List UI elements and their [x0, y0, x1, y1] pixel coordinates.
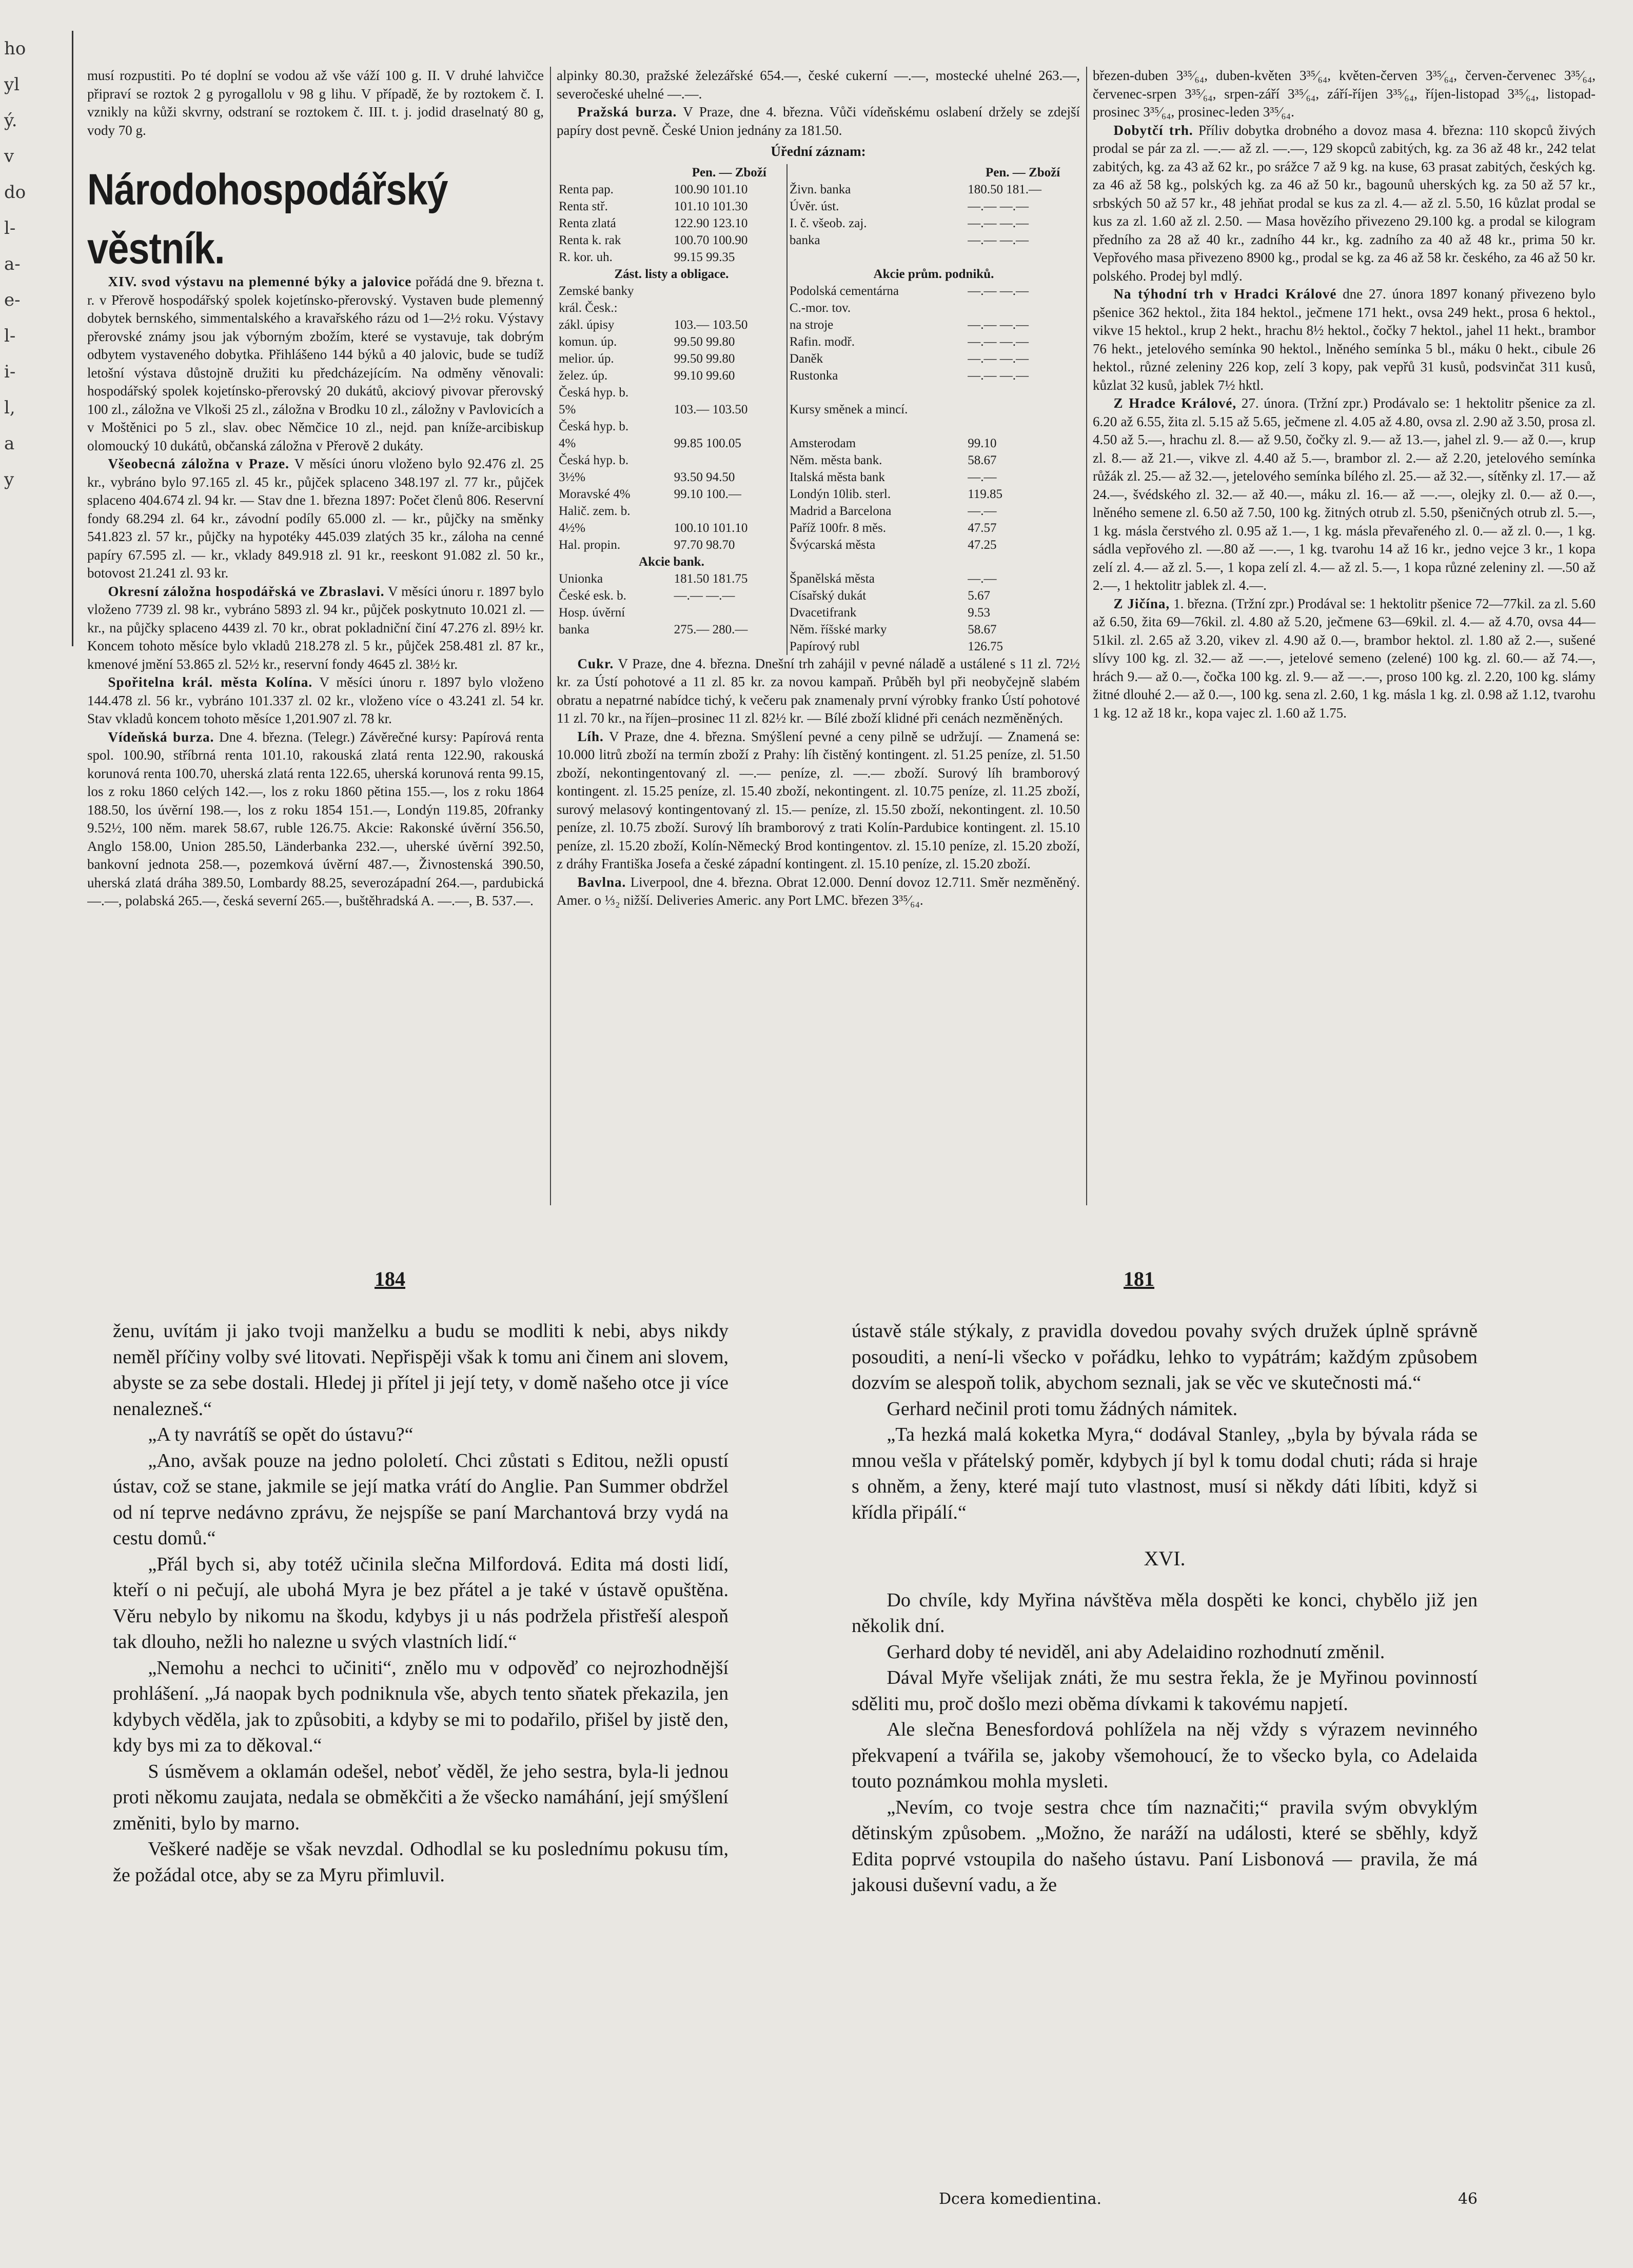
row-label: želez. úp. — [559, 368, 608, 383]
row-value: —.— —.— — [968, 317, 1029, 332]
table-row — [557, 435, 1080, 452]
row-value — [672, 638, 787, 655]
table-row — [557, 249, 1080, 266]
novel-paragraph: „Ano, avšak pouze na jedno pololetí. Chci zůstati s Editou, nežli opustí ústav, což se stane, jakmile se její matka vrátí do Anglie. Pan Summer obdržel od ní teprve nedávno zprávu, že nejspíše se paní Marchantová brzy vydá na cestu domů.“ — [113, 1449, 729, 1549]
row-value: 93.50 94.50 — [674, 470, 735, 484]
table-row — [557, 638, 1080, 655]
table-subheader-row — [557, 553, 1080, 570]
article-body: 27. února. (Tržní zpr.) Prodávalo se: 1 hektolitr pšenice za zl. 6.20 až 6.55, žita zl. 5.15 až 5.65, ječmene zl. 4.05 až 4.80, ovsa zl. 2.90 až 3.50, prosa zl. 4.50 až 5.—, hrachu zl. 8.— až 9.50, čočky zl. 9.— až 13.—, jahel zl. 9.— až 0.—, krup zl. 8.— až 21.—, vikve zl. 4.40 až 5.—, brambor zl. 2.— až 2.20, jetelového semínka růžák zl. 25.— až 32.—, jetelového semínka bílého zl. 25.— až 32.—, sítěnky zl. 17.— až 24.—, švédského zl. 32.— až 40.—, máku zl. 16.— až —.—, olejky zl. 0.— až 0.—, lněného semene zl. 6.50 až 7.50, 100 kg. žitných otrub zl. 5.50, pšeničných otrub zl. 5.—, 1 kg. másla čerstvého zl. 0.95 až 1.—, 1 kg. másla převařeného zl. 0.— až zl. 0.—, 1 kg. sádla vepřového zl. —.80 až —.—, 1 kg. tvarohu 14 až 16 kr., jedno vejce 3 kr., 1 kopa zelí zl. 4.— až zl. 5.—, 1 kopa zelí zl. 4.— až zl. 5.—, 1 kopa různé zeleniny zl. —.50 až 2.—, 1 hektolitr jablek zl. 4.—. — [1093, 395, 1596, 593]
subheading: Zást. listy a obligace. — [614, 267, 729, 281]
subheading: Akcie prům. podniků. — [787, 266, 1080, 283]
column-divider — [1086, 67, 1087, 1205]
row-value — [966, 249, 1080, 266]
margin-fragment: ho — [4, 38, 26, 59]
table-row — [557, 520, 1080, 536]
novel-paragraph: Gerhard nečinil proti tomu žádných námitek. — [887, 1398, 1238, 1420]
row-value — [672, 283, 787, 300]
row-value: —.— — [968, 470, 997, 484]
row-label: Zemské banky — [559, 284, 634, 298]
novel-paragraph: „Přál bych si, aby totéž učinila slečna Milfordová. Edita má dosti lidí, kteří o ni pečují, ale ubohá Myra je bez přátel a je také v ústavě opuštěna. Věru nebylo by nikomu na škodu, kdybys ji u nás podržela přistřeší alespoň tak dlouho, nežli ho nalezne u svých vlastních lidí.“ — [113, 1553, 729, 1653]
row-label: Londýn 10lib. sterl. — [787, 486, 966, 503]
novel-page-right — [852, 1318, 1478, 1898]
article-body: Dne 4. března. (Telegr.) Závěrečné kursy: Papírová renta spol. 100.90, stříbrná renta 101.10, rakouská zlatá renta 122.90, rakouská korunová renta 100.70, uherská zlatá renta 122.65, uherská korunová renta 99.15, los z roku 1860 celých 142.—, los z roku 1860 pětina 155.—, los z roku 1864 188.50, los úvěrní 198.—, los z roku 1854 151.—, Londýn 119.85, 20franky 9.52½, 100 něm. marek 58.67, ruble 126.75. Akcie: Rakonské úvěrní 356.50, Anglo 158.00, Union 285.50, Länderbanka 232.—, uherské úvěrní 392.50, bankovní jednota 258.—, pozemková úvěrní 487.—, Živnostenská 390.50, uherská zlatá dráha 389.50, Lombardy 88.25, severozápadní 264.—, pardubická —.—, polabská 265.—, česká severní 265.—, buštěhradská A. —.—, B. 537.—. — [87, 729, 544, 908]
table-row — [557, 401, 1080, 418]
row-label: Něm. říšské marky — [787, 621, 966, 638]
row-label: Renta stř. — [559, 199, 608, 213]
row-value: —.— —.— — [968, 368, 1029, 383]
margin-fragment: l, — [4, 397, 15, 418]
article-body: V měsíci únoru r. 1897 bylo vloženo 144.478 zl. 56 kr., vybráno 101.337 zl. 02 kr., vloženo více o 43.241 zl. 54 kr. Stav vkladů koncem tohoto měsíce 1,201.907 zl. 78 kr. — [87, 674, 544, 726]
row-value — [672, 418, 787, 435]
row-value: 180.50 181.— — [968, 182, 1041, 196]
margin-fragment: a — [4, 433, 15, 454]
column-2 — [557, 67, 1080, 1221]
article-heading: Bavlna. — [577, 874, 626, 890]
table-row — [557, 587, 1080, 604]
row-value: 47.25 — [968, 538, 997, 552]
row-value: 5.67 — [968, 588, 990, 603]
article-heading: Z Hradce Králové, — [1113, 395, 1237, 411]
row-label — [787, 384, 966, 401]
margin-fragment: v — [4, 146, 14, 167]
table-row — [557, 232, 1080, 249]
row-value: —.— —.— — [968, 233, 1029, 247]
article-heading: XIV. svod výstavu na plemenné býky a jalovice — [108, 274, 412, 289]
row-label — [557, 638, 672, 655]
row-value — [966, 300, 1080, 316]
article-heading: Vídeňská burza. — [108, 729, 214, 745]
article-heading: Na týhodní trh v Hradci Králové — [1113, 286, 1337, 302]
column-divider — [550, 67, 551, 1205]
table-row — [557, 300, 1080, 316]
article — [87, 583, 544, 674]
margin-fragment: do — [4, 182, 26, 203]
row-value: 99.85 100.05 — [674, 436, 741, 450]
article — [87, 673, 544, 728]
intro-text: alpinky 80.30, pražské železářské 654.—, české cukerní —.—, mostecké uhelné 263.—, severočeské uhelné —.—. — [557, 68, 1080, 102]
row-value: 97.70 98.70 — [674, 538, 735, 552]
margin-fragment: y — [4, 469, 14, 490]
row-value: 99.10 99.60 — [674, 368, 735, 383]
row-value: 58.67 — [968, 622, 997, 636]
table-row — [557, 384, 1080, 401]
article — [557, 655, 1080, 728]
row-label: na stroje — [787, 316, 966, 333]
row-label: I. č. všeob. zaj. — [787, 215, 966, 232]
row-value: 99.10 100.— — [674, 487, 741, 501]
article-body: V Praze, dne 4. března. Smýšlení pevné a ceny pilně se udržují. — Znamená se: 10.000 litrů zboží na termín zboží z Prahy: líh čistěný kontingent. zl. 51.25 peníze, zl. 51.50 zboží, nekontingentovaný zl. —.— peníze, zl. —.— zboží. Surový líh bramborový kontingent. zl. 15.25 peníze, zl. 15.40 zboží, nekontingent. zl. 10.75 peníze, zl. 11.25 zboží, surový melasový kontingentovaný zl. 15.— peníze, zl. 15.50 zboží, nekontingent. zl. 10.50 peníze, zl. 10.75 zboží. Surový líh bramborový z trati Kolín-Pardubice kontingent. zl. 15.10 peníze, zl. 15.20 zboží, Kolín-Německý Brod kontingentov. zl. 15.10 peníze, zl. 15.20 zboží, z dráhy Františka Josefa a české západní kontingent. zl. 15.10 peníze, zl. 15.20 zboží. — [557, 728, 1080, 871]
table-row — [557, 536, 1080, 553]
row-value: —.— —.— — [968, 284, 1029, 298]
article-heading: Pražská burza. — [577, 104, 677, 120]
novel-paragraph: „Nevím, co tvoje sestra chce tím naznačiti;“ pravila svým obvyklým dětinským způsobem. „Možno, že naráží na události, které se sběhly, když Edita poprvé vstoupila do našeho ústavu. Paní Lisbonová — pravila, že má jakousi duševní vadu, a že — [852, 1796, 1478, 1896]
article-body: Příliv dobytka drobného a dovoz masa 4. března: 110 skopců živých prodal se pár za zl. —.— až zl. —.—, 129 skopců zabitých, kg. za 36 až 48 kr., 242 telat zabitých, kg. za 43 až 62 kr., po srážce 7 až 9 kg. na kuse, 63 prasat zabitých, českých kg. za 46 až 58 kg., polských kg. za 46 až 50 kr., bagounů uherských kg. za 50 až 57 kr., srbských 50 až 57 kr., 48 jehňat prodal se kus za zl. 4.— až zl. 5.50, 16 kůzlat prodal se kus za zl. 1.60 až zl. 2.50. — Masa hovězího přivezeno 29.100 kg. a prodal se kilogram předního za 28 až 40 kr., zadního 44 kr., kg. zadního za 40 až 48 kr., prima 50 kr. Vepřového masa přivezeno 8900 kg., prodal se kg. za 46 až 58 kr. českého, za 46 až 50 kr. polského. Prodej byl mdlý. — [1093, 122, 1596, 284]
table-row — [557, 469, 1080, 486]
row-value: 103.— 103.50 — [674, 402, 748, 416]
newspaper-columns — [87, 67, 1596, 1221]
row-label: Něm. města bank. — [787, 452, 966, 469]
quotes-table — [557, 164, 1080, 655]
row-label: Papírový rubl — [787, 638, 966, 655]
row-label: Španělská města — [787, 570, 966, 587]
article-heading: Všeobecná záložna v Praze. — [108, 456, 289, 471]
intro-text: musí rozpustiti. Po té doplní se vodou až vše váží 100 g. II. V druhé lahvičce připraví se roztok 2 g pyrogallolu v 98 g lihu. V případě, že by roztokem č. I. vznikly na kůži skvrny, odstraní se roztokem č. III. t. j. jodid draselnatý 80 g, vody 70 g. — [87, 68, 544, 138]
article-heading: Z Jičína, — [1113, 595, 1170, 611]
novel-paragraph: Veškeré naděje se však nevzdal. Odhodlal se ku poslednímu pokusu tím, že požádal otce, aby se za Myru přimluvil. — [113, 1838, 729, 1886]
row-value: 99.50 99.80 — [674, 334, 735, 349]
row-value: 103.— 103.50 — [674, 317, 748, 332]
footer-sheet-number: 46 — [1458, 2190, 1478, 2208]
row-label: Amsterodam — [787, 435, 966, 452]
table-row — [557, 215, 1080, 232]
row-label: Švýcarská města — [787, 536, 966, 553]
row-value: 100.90 101.10 — [674, 182, 748, 196]
footer-title: Dcera komedientina. — [939, 2190, 1102, 2208]
row-value — [672, 384, 787, 401]
chapter-heading: XVI. — [1144, 1547, 1186, 1570]
row-label: Živn. banka — [787, 181, 966, 198]
row-label: Česká hyp. b. — [559, 453, 629, 467]
row-label: Rafin. modř. — [787, 333, 966, 350]
margin-fragment: yl — [4, 74, 20, 95]
row-value — [672, 452, 787, 469]
article-body: V Praze, dne 4. března. Dnešní trh zahájil v pevné náladě a ustálené s 11 zl. 72½ kr. za Ústí pohotové a 11 zl. 85 kr. za novou kampaň. Průběh byl při neobyčejně slabém obratu a nepatrné nabídce tichý, k večeru pak znamenaly první výrobky franko Ústí pohotové 11 zl. 70 kr., na říjen–prosinec 11 zl. 82½ kr. — Bílé zboží klidné při cenách nezměněných. — [557, 655, 1080, 726]
section-title: Národohospodářský věstník. — [87, 165, 448, 273]
row-value: —.— —.— — [968, 334, 1029, 349]
table-header-row — [557, 164, 1080, 181]
row-value: —.— — [968, 504, 997, 518]
table-row — [557, 452, 1080, 469]
row-value: 100.70 100.90 — [674, 233, 748, 247]
row-value: 100.10 101.10 — [674, 521, 748, 535]
article-body: V měsíci únoru r. 1897 bylo vloženo 7739 zl. 98 kr., vybráno 5893 zl. 94 kr., půjček poskytnuto 10.021 zl. — kr., na půjčky splaceno 4439 zl. 70 kr., obrat pokladniční činí 47.276 zl. 89½ kr. Koncem tohoto měsíce bylo vkladů 218.278 zl. 5 kr., půjček 258.481 zl. 87 kr., kmenové jmění 53.865 zl. 52½ kr., reservní fondy 4645 zl. 38½ kr. — [87, 583, 544, 672]
row-label: Italská města bank — [787, 469, 966, 486]
page-number-right: 181 — [1124, 1267, 1154, 1290]
article-body: pořádá dne 9. března t. r. v Přerově hospodářský spolek kojetínsko-přerovský. Vystaven bude plemenný dobytek bernského, simmentalského a kravařského rázu od 1—2½ roku. Výstavy přerovské známy jsou jak výborným zbožím, které se vystavuje, tak dobrým odbytem vystaveného dobytka. Přihlášeno 144 býků a 40 jalovic, bude se tudíž letošní výstava důstojně družiti ku předcházejícím. Na odměny věnovali: hospodářský spolek kojetínsko-přerovský 20 dukátů, akciový pivovar přerovský 100 zl., záložna ve Vlkoši 25 zl., záložna v Brodku 10 zl., záložny v Pavlovicích a v Moštěnici po 5 zl., slav. obec Němčice 10 zl., nejd. pan kníže-arcibiskup olomoucký 10 dukátů, občanská záložna v Přerově 2 dukáty. — [87, 274, 544, 453]
row-label: Renta pap. — [559, 182, 614, 196]
row-value: 122.90 123.10 — [674, 216, 748, 230]
article — [1093, 595, 1596, 723]
row-value: 99.15 99.35 — [674, 250, 735, 264]
novel-paragraph: Ale slečna Benesfordová pohlížela na něj vždy s výrazem nevinného překvapení a tvářila se, jakoby všemohoucí, že to všecko byla, co Adelaida touto poznámkou mohla mysleti. — [852, 1719, 1478, 1792]
article-heading: Spořitelna král. města Kolína. — [108, 674, 313, 690]
row-label: Císařský dukát — [787, 587, 966, 604]
article — [87, 728, 544, 910]
row-label: zákl. úpisy — [559, 317, 615, 332]
row-label: R. kor. uh. — [559, 250, 613, 264]
row-label: melior. úp. — [559, 351, 614, 366]
row-label: komun. úp. — [559, 334, 617, 349]
row-label: 4% — [559, 436, 576, 450]
intro-text: březen-duben 3³⁵⁄₆₄, duben-květen 3³⁵⁄₆₄, květen-červen 3³⁵⁄₆₄, červen-červenec 3³⁵⁄₆₄, červenec-srpen 3³⁵⁄₆₄, srpen-září 3³⁵⁄₆₄, září-říjen 3³⁵⁄₆₄, říjen-listopad 3³⁵⁄₆₄, listopad-prosinec 3³⁵⁄₆₄, prosinec-leden 3³⁵⁄₆₄. — [1093, 68, 1596, 120]
row-label: 4½% — [559, 521, 586, 535]
row-value — [966, 401, 1080, 418]
row-value — [672, 503, 787, 520]
row-value: —.— —.— — [968, 216, 1029, 230]
row-label: Renta zlatá — [559, 216, 616, 230]
row-value: —.— —.— — [968, 351, 1029, 366]
row-value: 58.67 — [968, 453, 997, 467]
table-row — [557, 333, 1080, 350]
novel-paragraph: ústavě stále stýkaly, z pravidla dovedou povahy svých družek úplně správně posouditi, a není-li všecko v pořádku, lehko to vypátrám; každým způsobem dozvím se alespoň tolik, abychom seznali, jak se věc ve skutečnosti má.“ — [852, 1320, 1478, 1394]
row-label: Hal. propin. — [559, 538, 621, 552]
margin-fragment: a- — [4, 254, 21, 274]
table-row — [557, 604, 1080, 621]
row-label: 5% — [559, 402, 576, 416]
row-value — [966, 384, 1080, 401]
article — [557, 103, 1080, 140]
row-value: —.— —.— — [674, 588, 735, 603]
table-row — [557, 350, 1080, 367]
row-value: 101.10 101.30 — [674, 199, 748, 213]
article — [557, 873, 1080, 910]
article — [87, 273, 544, 455]
novel-paragraph: Do chvíle, kdy Myřina návštěva měla dospěti ke konci, chybělo již jen několik dní. — [852, 1589, 1478, 1637]
table-row — [557, 621, 1080, 638]
row-value: 47.57 — [968, 521, 997, 535]
row-value: 119.85 — [968, 487, 1003, 501]
row-value — [966, 418, 1080, 435]
row-label: Dvacetifrank — [787, 604, 966, 621]
row-label: král. Česk.: — [559, 301, 618, 315]
table-row — [557, 181, 1080, 198]
row-label: Renta k. rak — [559, 233, 621, 247]
novel-page-left — [113, 1318, 729, 1888]
table-row — [557, 570, 1080, 587]
row-label: banka — [787, 232, 966, 249]
column-header: Pen. — Zboží — [986, 165, 1060, 180]
row-value: 275.— 280.— — [674, 622, 748, 636]
row-value: 126.75 — [968, 639, 1003, 653]
article-heading: Cukr. — [577, 655, 614, 671]
margin-fragment: i- — [4, 362, 16, 382]
article-heading: Dobytčí trh. — [1113, 122, 1193, 138]
novel-paragraph: S úsměvem a oklamán odešel, neboť věděl, že jeho sestra, byla-li jednou proti někomu zaujata, nedala se obměkčiti a že všecko namáhání, její smýšlení změniti, bylo by marno. — [113, 1760, 729, 1834]
margin-fragment: l- — [4, 326, 16, 346]
margin-fragment: e- — [4, 290, 21, 310]
novel-paragraph: Dával Myře všelijak znáti, že mu sestra řekla, že je Myřinou povinností sděliti mu, proč došlo mezi oběma dívkami k takovému napjetí. — [852, 1667, 1478, 1715]
row-value — [672, 300, 787, 316]
row-value: —.— —.— — [968, 199, 1029, 213]
row-label: Podolská cementárna — [787, 283, 966, 300]
article — [87, 455, 544, 583]
column-3 — [1093, 67, 1596, 1221]
row-label: C.-mor. tov. — [787, 300, 966, 316]
left-margin-strip — [0, 31, 73, 646]
row-value — [672, 604, 787, 621]
row-label: Halič. zem. b. — [559, 504, 631, 518]
margin-fragment: l- — [4, 218, 16, 238]
row-label: banka — [559, 622, 589, 636]
table-row — [557, 367, 1080, 384]
article-body: 1. března. (Tržní zpr.) Prodával se: 1 hektolitr pšenice 72—77kil. za zl. 5.60 až 6.50, žita 69—76kil. zl. 4.80 až 5.20, ječmene 63—69kil. zl. 4.— až 4.70, ovsa 44—51kil. zl. 2.65 až 3.20, vikev zl. 4.90 až 0.—, brambor hektol. zl. 1.80 až 2.—, sušené slívy 100 kg. zl. 32.— až —.—, jetelové semeno (zelené) 100 kg. zl. 60.— až 74.—, hrách 9.— až 0.—, čočka 100 kg. zl. 9.— až —.—, proso 100 kg. zl. 2.20, 100 kg. slámy žitné dlouhé 2.— až 0.—, 100 kg. sena zl. 2.60, 1 kg. másla 1 kg. zl. 0.98 až 1.12, tvarohu 1 kg. 12 až 18 kr., kopa vajec zl. 1.60 až 1.75. — [1093, 595, 1596, 721]
article-body: V Praze, dne 4. března. Vůči vídeňskému oslabení držely se zdejší papíry dost pevně. České Union jednány za 181.50. — [557, 104, 1080, 138]
row-value: 9.53 — [968, 605, 990, 620]
row-label: Daněk — [787, 350, 966, 367]
column-header: Pen. — Zboží — [692, 165, 766, 180]
table-row — [557, 503, 1080, 520]
article — [1093, 122, 1596, 286]
row-label: Paříž 100fr. 8 měs. — [787, 520, 966, 536]
novel-paragraph: „A ty navrátíš se opět do ústavu?“ — [148, 1424, 414, 1445]
article-body: V měsíci únoru vloženo bylo 92.476 zl. 25 kr., vybráno bylo 97.165 zl. 45 kr., půjček splaceno 348.197 zl. 77 kr., půjček splaceno 404.674 zl. 94 kr. — Stav dne 1. března 1897: Počet členů 806. Reservní fondy 68.294 zl. 64 kr., závodní podíly 65.000 zl. — kr., půjčky na směnky 541.823 zl. 57 kr., půjčky na hypotéky 445.039 zlatých 35 kr., záloha na cenné papíry 67.595 zl. — kr., vklady 849.918 zl. 91 kr., reeskont 91.082 zl. 50 kr., botovost 21.241 zl. 93 kr. — [87, 456, 544, 581]
row-label: Rustonka — [787, 367, 966, 384]
row-value: 181.50 181.75 — [674, 571, 748, 586]
page-number-left: 184 — [375, 1267, 405, 1290]
novel-paragraph: Gerhard doby té neviděl, ani aby Adelaidino rozhodnutí změnil. — [887, 1641, 1385, 1663]
row-label: Unionka — [559, 571, 603, 586]
novel-paragraph: ženu, uvítám ji jako tvoji manželku a budu se modliti k nebi, abys nikdy neměl příčiny volby své litovati. Nepřispěji však k tomu ani činem ani slovem, abyste se za sebe dostali. Hledej ji přítel ji její tety, v domě našeho otce ji více nenalezneš.“ — [113, 1320, 729, 1420]
novel-paragraph: „Ta hezká malá koketka Myra,“ dodával Stanley, „byla by bývala ráda se mnou vešla v přátelský poměr, kdybych jí byl k tomu dodal chuti; ráda si hraje s ohněm, a ženy, které mají tuto vlastnost, musí si někdy dáti líbiti, když si křídla připálí.“ — [852, 1424, 1478, 1523]
novel-paragraph: „Nemohu a nechci to učiniti“, znělo mu v odpověď co nejrozhodnější prohlášení. „Já naopak bych podniknula vše, abych tento sňatek překazila, jen kdybych věděla, jak to způsobiti, a kdyby se mi to podařilo, přišel by jistě den, kdy bys mi za to děkoval.“ — [113, 1657, 729, 1756]
article-body: Liverpool, dne 4. března. Obrat 12.000. Denní dovoz 12.711. Směr nezměněný. Amer. o ⅓₂ nižší. Deliveries Americ. any Port LMC. březen 3³⁵⁄₆₄. — [557, 874, 1080, 908]
table-subheader-row — [557, 266, 1080, 283]
article — [1093, 394, 1596, 595]
row-label: Kursy směnek a mincí. — [787, 401, 966, 418]
row-label: České esk. b. — [559, 588, 626, 603]
row-label: Madrid a Barcelona — [787, 503, 966, 520]
novel-supplement — [82, 1267, 1560, 2241]
article — [557, 728, 1080, 873]
row-label: Česká hyp. b. — [559, 419, 629, 433]
article-heading: Okresní záložna hospodářská ve Zbraslavi. — [108, 583, 385, 599]
row-value: 99.10 — [968, 436, 997, 450]
table-row — [557, 418, 1080, 435]
article-heading: Líh. — [577, 728, 604, 744]
table-row — [557, 198, 1080, 215]
row-label: Úvěr. úst. — [787, 198, 966, 215]
row-label: Moravské 4% — [559, 487, 631, 501]
column-1 — [87, 67, 544, 1221]
row-label: Hosp. úvěrní — [559, 605, 625, 620]
table-row — [557, 486, 1080, 503]
table-row — [557, 283, 1080, 300]
row-value: —.— — [968, 571, 997, 586]
subheading: Akcie bank. — [639, 554, 704, 569]
table-row — [557, 316, 1080, 333]
row-label — [787, 249, 966, 266]
margin-fragment: ý. — [4, 110, 17, 131]
official-quotes-heading: Úřední záznam: — [771, 144, 866, 159]
article — [1093, 285, 1596, 394]
page-footer — [852, 2190, 1478, 2208]
row-label: 3½% — [559, 470, 586, 484]
row-label — [787, 418, 966, 435]
row-value: 99.50 99.80 — [674, 351, 735, 366]
article-body: dne 27. února 1897 konaný přivezeno bylo pšenice 362 hektol., žita 184 hektol., ječmene 171 hekt., ovsa 249 hekt., prosa 6 hektol., vikve 15 hektol., krup 2 hekt., hrachu 8½ hektol., čočky 7 hektol., jahel 11 hekt., brambor 76 hekt., jetelového semínka 90 hektol., lněného semínka 5 bl., máku 0 hekt., cibule 26 hektol., různé zeleniny 226 kop, zelí 3 kopy, pak vepřů 31 kusů, podsvinčat 311 kusů, kůzlat 32 kusů, jablek 7½ hktl. — [1093, 286, 1596, 393]
row-label: Česká hyp. b. — [559, 385, 629, 400]
